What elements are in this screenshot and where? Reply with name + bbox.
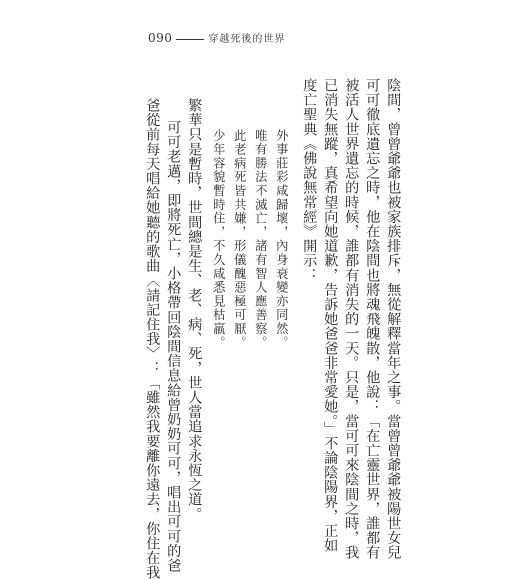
prose-column: 爸從前每天唱給她聽的歌曲〈請記住我〉：「雖然我要離你遠去，你住在我 — [144, 98, 161, 580]
book-title: 穿越死後的世界 — [208, 34, 286, 45]
verse-line: 此老病死皆共嫌，形儀醜惡極可厭。 — [232, 129, 247, 350]
prose-column: 可可老邁，即將死亡，小格帶回陰間信息給曾奶奶可可，唱出可可的爸 — [165, 120, 182, 573]
prose-column: 度亡聖典《佛說無常經》開示： — [301, 78, 318, 283]
header-rule — [176, 39, 204, 40]
prose-column: 陰間，曾曾爺爺也被家族排斥，無從解釋當年之事。當曾曾爺爺被陽世女兒 — [385, 78, 402, 560]
prose-column: 已消失無蹤，真希望向她道歉，告訴她爸爸非常愛她。」不論陰陽界，正如 — [322, 78, 339, 553]
verse-line: 少年容貌暫時住，不久咸悉見枯羸。 — [211, 129, 226, 350]
running-header — [148, 30, 285, 45]
prose-column: 被活人世界遺忘的時候，誰都有消失的一天。只是，當可可來陰間之時，我 — [343, 78, 360, 560]
prose-column: 繁華只是暫時，世間總是生、老、病、死，世人當追求永恆之道。 — [186, 98, 203, 522]
prose-column: 可可徹底遺忘之時，他在陰間也將魂飛魄散，他說：「在亡靈世界，誰都有 — [364, 78, 381, 560]
verse-line: 唯有勝法不滅亡，諸有智人應善察。 — [253, 129, 268, 350]
page-number: 090 — [148, 31, 173, 45]
verse-line: 外事莊彩咸歸壞，內身衰變亦同然。 — [274, 129, 289, 350]
